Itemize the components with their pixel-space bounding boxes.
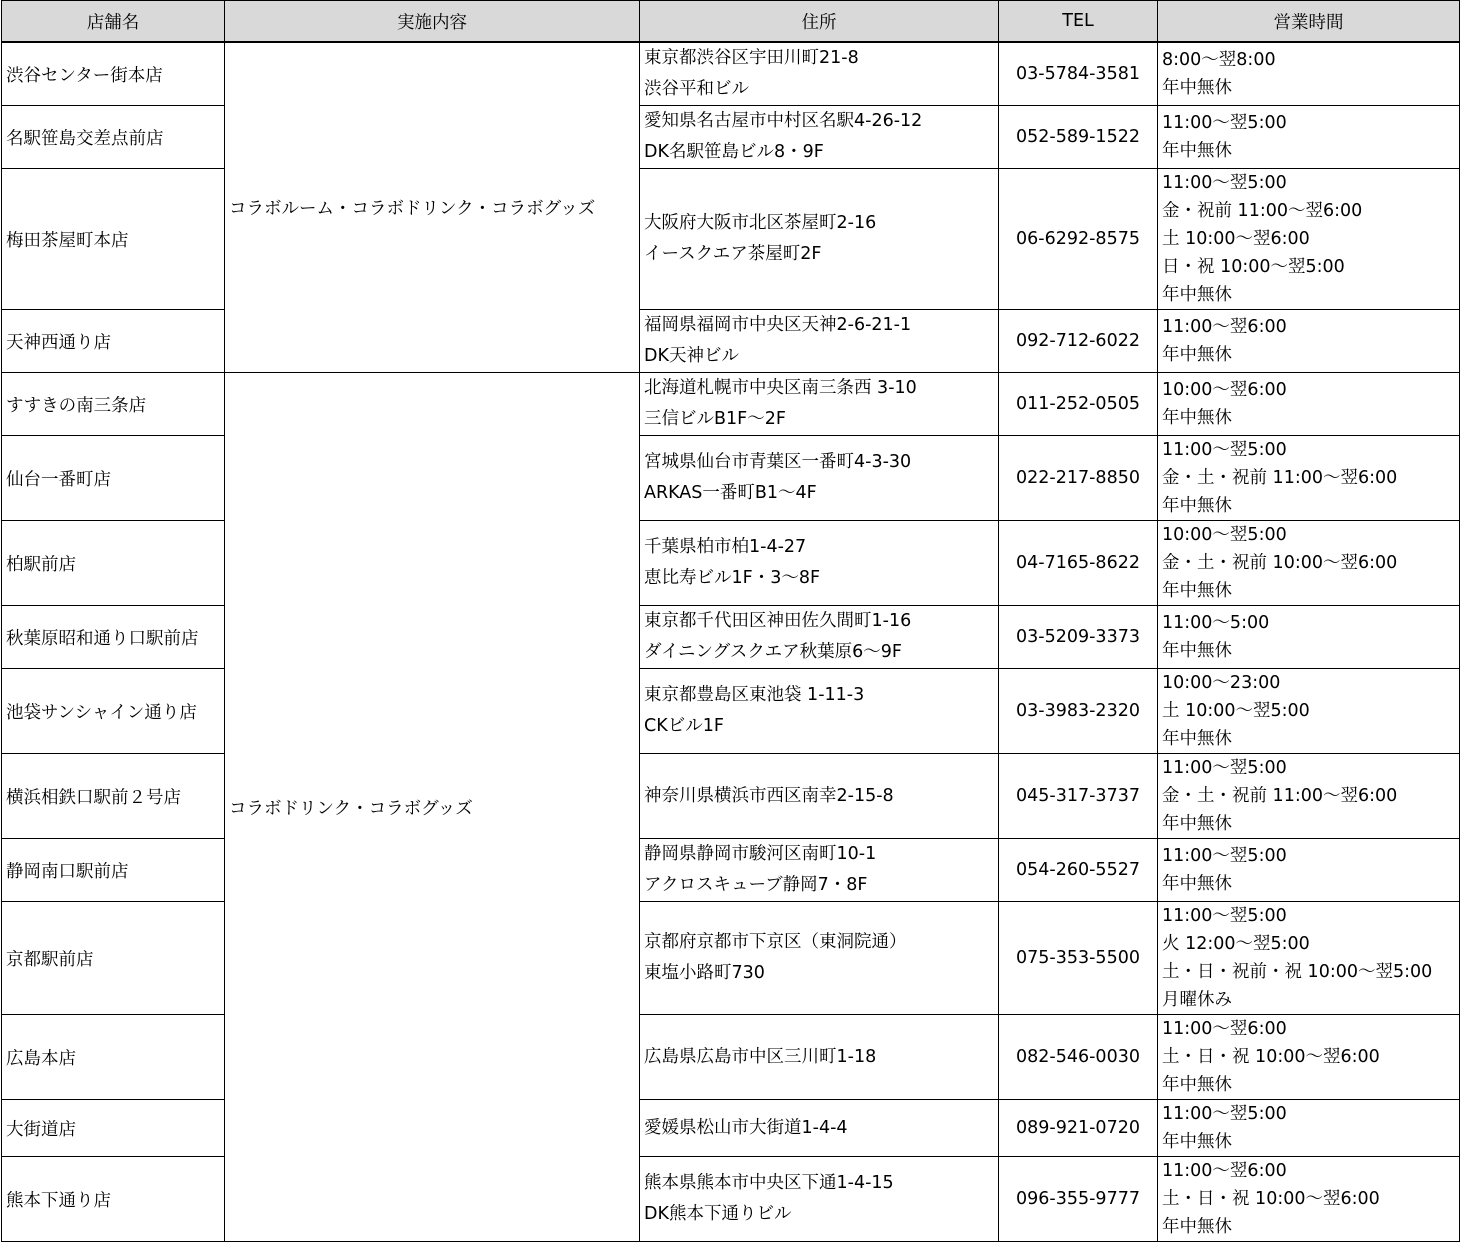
hours-line: 年中無休 — [1162, 581, 1232, 601]
address-line: 東京都渋谷区宇田川町21-8 — [644, 48, 859, 68]
hours-line: 年中無休 — [1162, 141, 1232, 161]
hours-line: 土 10:00～翌5:00 — [1162, 701, 1310, 721]
address-line: 熊本県熊本市中央区下通1-4-15 — [644, 1173, 894, 1193]
store-hours — [1158, 606, 1460, 669]
address-line: 神奈川県横浜市西区南幸2-15-8 — [644, 785, 894, 806]
store-hours — [1158, 1100, 1460, 1157]
store-name: 池袋サンシャイン通り店 — [2, 669, 225, 754]
hours-line: 11:00～翌5:00 — [1162, 113, 1287, 133]
hours-line: 10:00～23:00 — [1162, 673, 1281, 693]
hours-line: 年中無休 — [1162, 408, 1232, 428]
store-tel: 075-353-5500 — [999, 902, 1158, 1015]
store-hours — [1158, 839, 1460, 902]
store-address — [640, 669, 999, 754]
store-tel: 092-712-6022 — [999, 310, 1158, 373]
table-row — [2, 839, 1460, 902]
store-tel: 03-5784-3581 — [999, 42, 1158, 106]
header-address: 住所 — [640, 1, 999, 43]
store-name: 秋葉原昭和通り口駅前店 — [2, 606, 225, 669]
header-tel: TEL — [999, 1, 1158, 43]
hours-line: 11:00～翌5:00 — [1162, 173, 1287, 193]
table-row — [2, 606, 1460, 669]
hours-line: 11:00～翌5:00 — [1162, 758, 1287, 778]
address-line: イースクエア茶屋町2F — [644, 244, 822, 264]
hours-line: 年中無休 — [1162, 729, 1232, 749]
store-name: すすきの南三条店 — [2, 373, 225, 436]
store-name: 熊本下通り店 — [2, 1157, 225, 1242]
hours-line: 月曜休み — [1162, 990, 1232, 1010]
table-row — [2, 1015, 1460, 1100]
hours-line: 土・日・祝 10:00～翌6:00 — [1162, 1189, 1380, 1209]
store-address — [640, 754, 999, 839]
store-hours — [1158, 754, 1460, 839]
store-tel: 04-7165-8622 — [999, 521, 1158, 606]
address-line: 大阪府大阪市北区茶屋町2-16 — [644, 213, 877, 233]
table-row — [2, 754, 1460, 839]
hours-line: 11:00～翌6:00 — [1162, 1161, 1287, 1181]
store-tel: 03-3983-2320 — [999, 669, 1158, 754]
address-line: DK天神ビル — [644, 346, 739, 366]
store-tel: 022-217-8850 — [999, 436, 1158, 521]
store-address — [640, 169, 999, 310]
hours-line: 11:00～翌5:00 — [1162, 1104, 1287, 1124]
hours-line: 10:00～翌6:00 — [1162, 380, 1287, 400]
store-name: 横浜相鉄口駅前２号店 — [2, 754, 225, 839]
hours-line: 年中無休 — [1162, 78, 1232, 98]
store-address — [640, 1015, 999, 1100]
hours-line: 年中無休 — [1162, 874, 1232, 894]
store-hours — [1158, 1157, 1460, 1242]
store-name: 大街道店 — [2, 1100, 225, 1157]
hours-line: 8:00～翌8:00 — [1162, 50, 1276, 70]
header-content: 実施内容 — [225, 1, 640, 43]
address-line: ARKAS一番町B1～4F — [644, 483, 817, 503]
hours-line: 金・土・祝前 11:00～翌6:00 — [1162, 786, 1398, 806]
address-line: CKビル1F — [644, 716, 724, 736]
store-name: 広島本店 — [2, 1015, 225, 1100]
address-line: DK熊本下通りビル — [644, 1204, 792, 1224]
store-hours — [1158, 106, 1460, 169]
address-line: 千葉県柏市柏1-4-27 — [644, 537, 807, 557]
hours-line: 土・日・祝前・祝 10:00～翌5:00 — [1162, 962, 1433, 982]
hours-line: 火 12:00～翌5:00 — [1162, 934, 1310, 954]
hours-line: 11:00～翌5:00 — [1162, 440, 1287, 460]
address-line: 静岡県静岡市駿河区南町10-1 — [644, 844, 877, 864]
store-name: 渋谷センター街本店 — [2, 42, 225, 106]
store-address — [640, 310, 999, 373]
store-tel: 082-546-0030 — [999, 1015, 1158, 1100]
address-line: 東京都千代田区神田佐久間町1-16 — [644, 611, 912, 631]
address-line: 北海道札幌市中央区南三条西 3-10 — [644, 378, 917, 398]
store-tel: 045-317-3737 — [999, 754, 1158, 839]
table-row — [2, 373, 1460, 436]
store-hours — [1158, 902, 1460, 1015]
store-name: 梅田茶屋町本店 — [2, 169, 225, 310]
store-address — [640, 521, 999, 606]
address-line: 愛媛県松山市大街道1-4-4 — [644, 1117, 848, 1138]
store-tel: 052-589-1522 — [999, 106, 1158, 169]
header-hours: 営業時間 — [1158, 1, 1460, 43]
table-row — [2, 1157, 1460, 1242]
address-line: 福岡県福岡市中央区天神2-6-21-1 — [644, 315, 912, 335]
store-tel: 089-921-0720 — [999, 1100, 1158, 1157]
address-line: 宮城県仙台市青葉区一番町4-3-30 — [644, 452, 912, 472]
hours-line: 年中無休 — [1162, 1132, 1232, 1152]
store-hours — [1158, 669, 1460, 754]
hours-line: 日・祝 10:00～翌5:00 — [1162, 257, 1345, 277]
store-table — [1, 0, 1460, 1242]
hours-line: 年中無休 — [1162, 1075, 1232, 1095]
store-address — [640, 1100, 999, 1157]
store-name: 京都駅前店 — [2, 902, 225, 1015]
hours-line: 11:00～翌6:00 — [1162, 1019, 1287, 1039]
store-table-body — [2, 42, 1460, 1242]
table-row — [2, 902, 1460, 1015]
store-tel: 054-260-5527 — [999, 839, 1158, 902]
hours-line: 年中無休 — [1162, 814, 1232, 834]
hours-line: 11:00～翌6:00 — [1162, 317, 1287, 337]
table-row — [2, 106, 1460, 169]
header-row — [2, 1, 1460, 43]
store-address — [640, 42, 999, 106]
store-name: 天神西通り店 — [2, 310, 225, 373]
address-line: 広島県広島市中区三川町1-18 — [644, 1046, 877, 1067]
content-cell: コラボドリンク・コラボグッズ — [225, 373, 640, 1242]
address-line: アクロスキューブ静岡7・8F — [644, 875, 868, 895]
address-line: 愛知県名古屋市中村区名駅4-26-12 — [644, 111, 923, 131]
hours-line: 年中無休 — [1162, 345, 1232, 365]
address-line: 渋谷平和ビル — [644, 79, 749, 99]
hours-line: 10:00～翌5:00 — [1162, 525, 1287, 545]
store-tel: 03-5209-3373 — [999, 606, 1158, 669]
address-line: 京都府京都市下京区（東洞院通） — [644, 932, 907, 952]
address-line: DK名駅笹島ビル8・9F — [644, 142, 824, 162]
hours-line: 11:00～5:00 — [1162, 613, 1270, 633]
store-name: 柏駅前店 — [2, 521, 225, 606]
hours-line: 金・祝前 11:00～翌6:00 — [1162, 201, 1363, 221]
store-address — [640, 1157, 999, 1242]
hours-line: 11:00～翌5:00 — [1162, 906, 1287, 926]
store-name: 仙台一番町店 — [2, 436, 225, 521]
address-line: 三信ビルB1F～2F — [644, 409, 786, 429]
table-row — [2, 310, 1460, 373]
store-hours — [1158, 310, 1460, 373]
header-store-name: 店舗名 — [2, 1, 225, 43]
store-hours — [1158, 42, 1460, 106]
hours-line: 土・日・祝 10:00～翌6:00 — [1162, 1047, 1380, 1067]
store-address — [640, 106, 999, 169]
store-address — [640, 606, 999, 669]
table-row — [2, 1100, 1460, 1157]
table-row — [2, 521, 1460, 606]
hours-line: 年中無休 — [1162, 496, 1232, 516]
content-cell: コラボルーム・コラボドリンク・コラボグッズ — [225, 42, 640, 373]
address-line: 東塩小路町730 — [644, 963, 765, 983]
store-tel: 011-252-0505 — [999, 373, 1158, 436]
hours-line: 11:00～翌5:00 — [1162, 846, 1287, 866]
hours-line: 年中無休 — [1162, 641, 1232, 661]
store-tel: 06-6292-8575 — [999, 169, 1158, 310]
store-address — [640, 436, 999, 521]
hours-line: 年中無休 — [1162, 1217, 1232, 1237]
store-name: 静岡南口駅前店 — [2, 839, 225, 902]
table-row — [2, 436, 1460, 521]
address-line: 東京都豊島区東池袋 1-11-3 — [644, 685, 865, 705]
store-tel: 096-355-9777 — [999, 1157, 1158, 1242]
store-hours — [1158, 1015, 1460, 1100]
store-address — [640, 902, 999, 1015]
store-name: 名駅笹島交差点前店 — [2, 106, 225, 169]
store-address — [640, 839, 999, 902]
address-line: 恵比寿ビル1F・3～8F — [644, 568, 821, 588]
hours-line: 金・土・祝前 10:00～翌6:00 — [1162, 553, 1398, 573]
hours-line: 土 10:00～翌6:00 — [1162, 229, 1310, 249]
store-hours — [1158, 436, 1460, 521]
table-row — [2, 669, 1460, 754]
store-address — [640, 373, 999, 436]
table-row — [2, 169, 1460, 310]
hours-line: 年中無休 — [1162, 285, 1232, 305]
address-line: ダイニングスクエア秋葉原6～9F — [644, 642, 902, 662]
store-hours — [1158, 373, 1460, 436]
store-hours — [1158, 169, 1460, 310]
table-row — [2, 42, 1460, 106]
store-hours — [1158, 521, 1460, 606]
hours-line: 金・土・祝前 11:00～翌6:00 — [1162, 468, 1398, 488]
